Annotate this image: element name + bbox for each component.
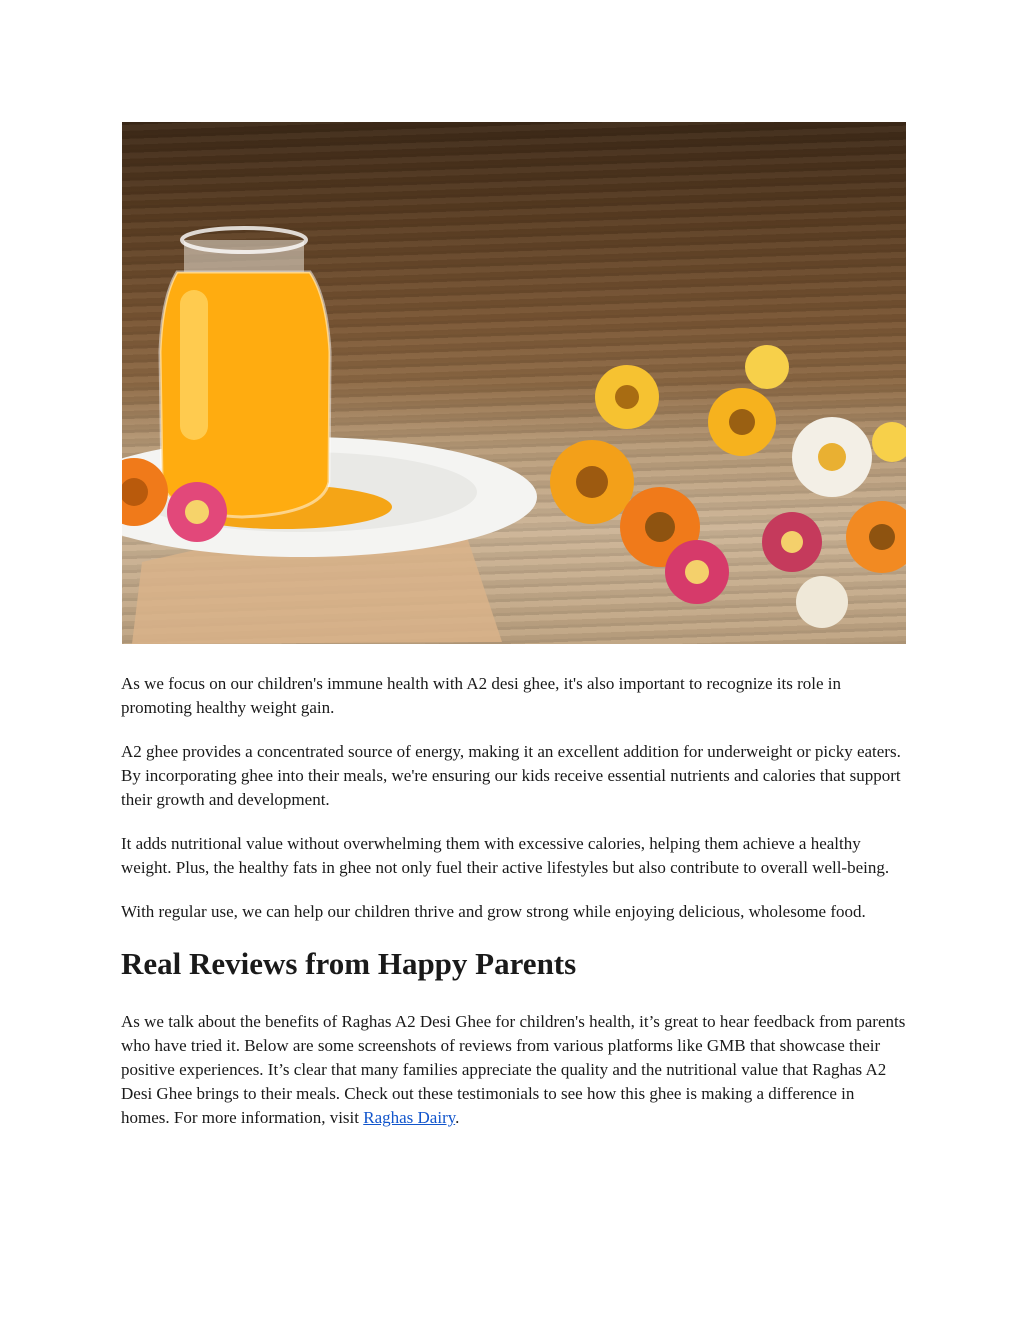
reviews-trailing-period: .: [455, 1108, 460, 1127]
paragraph-regular-use: With regular use, we can help our children thrive and grow strong while enjoying delicious, wholesome food.: [121, 902, 866, 921]
paragraph-immune-health: As we focus on our children's immune health with A2 desi ghee, it's also important to recognize its role in promoting healthy weight gain.: [121, 674, 841, 717]
paragraph-energy-source: A2 ghee provides a concentrated source of energy, making it an excellent addition for underweight or picky eaters. By incorporating ghee into their meals, we're ensuring our kids receive essential nutrients and calories that support their growth and development.: [121, 742, 901, 809]
raghas-dairy-link[interactable]: Raghas Dairy: [363, 1108, 456, 1127]
reviews-text: As we talk about the benefits of Raghas A2 Desi Ghee for children's health, it’s great to hear feedback from parents who have tried it. Below are some screenshots of reviews from various platforms like GMB that showcase their positive experiences. It’s clear that many families appreciate the quality and the nutritional value that Raghas A2 Desi Ghee brings to their meals. Check out these testimonials to see how this ghee is making a difference in homes. For more information, visit: [121, 1012, 906, 1127]
paragraph-nutritional-value: It adds nutritional value without overwhelming them with excessive calories, helping them achieve a healthy weight. Plus, the healthy fats in ghee not only fuel their active lifestyles but also contribute to overall well-being.: [121, 834, 890, 877]
ghee-jar-flowers-illustration: [122, 122, 906, 644]
section-heading: Real Reviews from Happy Parents: [121, 946, 577, 981]
flower-cluster-right: [550, 345, 906, 628]
hero-photo: [122, 122, 906, 644]
paragraph-reviews: [121, 1010, 906, 1130]
article-body: [121, 672, 906, 1150]
